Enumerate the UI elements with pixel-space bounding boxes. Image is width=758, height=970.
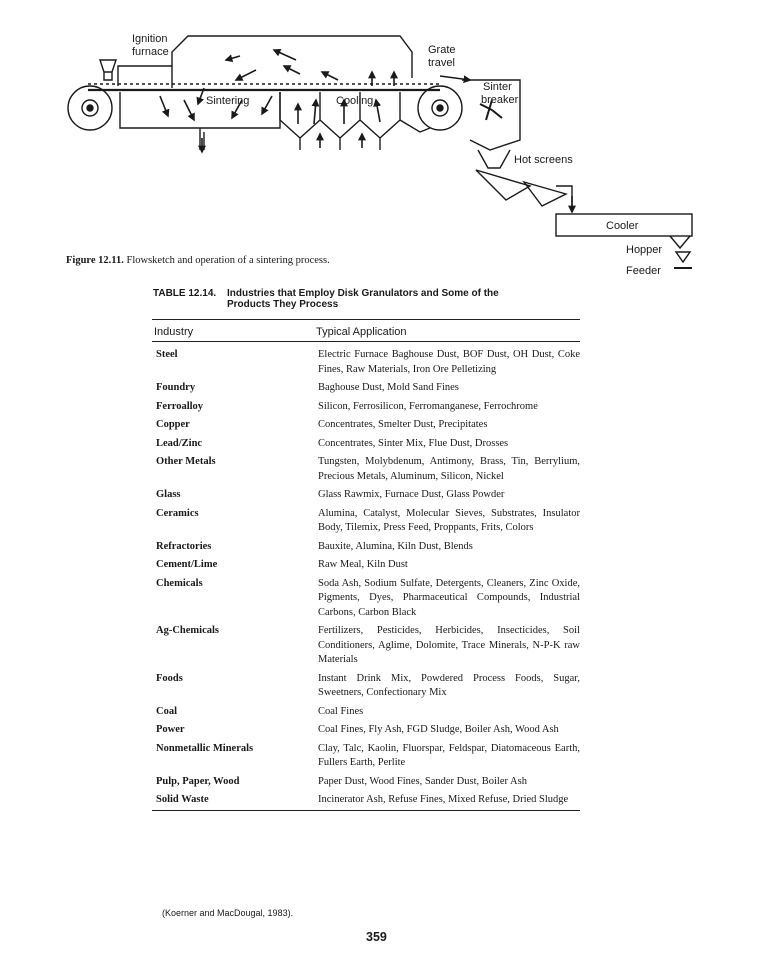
table-row: [152, 723, 580, 742]
table-row: [152, 400, 580, 419]
industries-table: [152, 319, 580, 811]
table-row: [152, 775, 580, 794]
application-cell: Electric Furnace Baghouse Dust, BOF Dust, OH Dust, Coke Fines, Raw Materials, Iron Ore Pelletizing: [318, 349, 580, 375]
ignition-furnace-label-2: furnace: [132, 46, 169, 58]
table-caption: [153, 288, 573, 310]
page-number: 359: [366, 930, 387, 944]
column-header-application: Typical Application: [316, 320, 580, 342]
table-row: [152, 488, 580, 507]
industry-cell: Foods: [156, 672, 183, 684]
application-cell: Fertilizers, Pesticides, Herbicides, Insecticides, Soil Conditioners, Aglime, Dolomite, Trace Minerals, N-P-K raw Materials: [318, 625, 580, 665]
industry-cell: Copper: [156, 419, 190, 430]
table-row: [152, 381, 580, 400]
column-header-industry: Industry: [152, 320, 316, 342]
industry-cell: Power: [156, 724, 185, 735]
application-cell: Clay, Talc, Kaolin, Fluorspar, Feldspar, Diatomaceous Earth, Fullers Earth, Perlite: [318, 742, 580, 768]
feeder-label: Feeder: [626, 265, 661, 277]
sintering-label: Sintering: [206, 95, 250, 107]
table-row: [152, 705, 580, 724]
industry-cell: Ceramics: [156, 507, 199, 519]
industry-cell: Glass: [156, 489, 181, 500]
application-cell: Instant Drink Mix, Powdered Process Foods, Sugar, Sweetners, Confectionary Mix: [318, 672, 580, 698]
industry-cell: Chemicals: [156, 577, 203, 589]
table-row: [152, 342, 580, 382]
table-row: [152, 577, 580, 625]
hopper-label: Hopper: [626, 244, 663, 256]
application-cell: Bauxite, Alumina, Kiln Dust, Blends: [318, 540, 473, 552]
application-cell: Coal Fines: [318, 705, 364, 717]
sinter-breaker-label-1: Sinter: [483, 81, 512, 93]
industry-cell: Steel: [156, 349, 178, 360]
table-row: [152, 418, 580, 437]
industry-cell: Coal: [156, 705, 177, 717]
industry-cell: Nonmetallic Minerals: [156, 742, 254, 754]
application-cell: Paper Dust, Wood Fines, Sander Dust, Boiler Ash: [318, 775, 527, 787]
application-cell: Concentrates, Smelter Dust, Precipitates: [318, 419, 488, 430]
table-source-note: (Koerner and MacDougal, 1983).: [162, 908, 294, 918]
hot-screens-label: Hot screens: [514, 154, 573, 166]
table-row: [152, 558, 580, 577]
industry-cell: Solid Waste: [152, 793, 316, 810]
industry-cell: Pulp, Paper, Wood: [156, 775, 240, 787]
figure-caption: [66, 255, 330, 266]
application-cell: Soda Ash, Sodium Sulfate, Detergents, Cleaners, Zinc Oxide, Pigments, Dyes, Pharmaceutical Compounds, Industrial Carbons, Carbon Black: [318, 577, 580, 618]
table-row: [152, 672, 580, 705]
grate-travel-label-1: Grate: [428, 44, 456, 56]
sintering-flowsketch: [0, 0, 758, 290]
application-cell: Alumina, Catalyst, Molecular Sieves, Substrates, Insulator Body, Tilemix, Press Feed, Proppants, Frits, Colors: [318, 507, 580, 533]
industry-cell: Ferroalloy: [156, 400, 204, 412]
industry-cell: Foundry: [156, 382, 196, 393]
application-cell: Concentrates, Sinter Mix, Flue Dust, Drosses: [318, 437, 509, 449]
table-row: [152, 507, 580, 540]
table-row: [152, 540, 580, 559]
table-row: [152, 624, 580, 672]
application-cell: Incinerator Ash, Refuse Fines, Mixed Refuse, Dried Sludge: [316, 793, 580, 810]
figure-caption-text: Flowsketch and operation of a sintering process.: [123, 255, 330, 266]
sinter-breaker-label-2: breaker: [481, 94, 519, 106]
application-cell: Raw Meal, Kiln Dust: [318, 559, 408, 570]
application-cell: Silicon, Ferrosilicon, Ferromanganese, Ferrochrome: [318, 400, 538, 412]
table-row: [152, 455, 580, 488]
application-cell: Glass Rawmix, Furnace Dust, Glass Powder: [318, 489, 505, 500]
cooler-label: Cooler: [606, 220, 639, 232]
table-caption-title-line2: Products They Process: [227, 299, 339, 310]
industry-cell: Cement/Lime: [156, 559, 218, 570]
table-row: [152, 793, 580, 810]
grate-travel-label-2: travel: [428, 57, 455, 69]
table-row: [152, 742, 580, 775]
ignition-furnace-label-1: Ignition: [132, 33, 168, 45]
application-cell: Tungsten, Molybdenum, Antimony, Brass, Tin, Berrylium, Precious Metals, Aluminum, Silicon, Nickel: [318, 456, 580, 482]
application-cell: Baghouse Dust, Mold Sand Fines: [318, 382, 459, 393]
table-row: [152, 437, 580, 456]
cooling-label: Cooling: [336, 95, 374, 107]
industry-cell: Refractories: [156, 540, 212, 552]
industry-cell: Ag-Chemicals: [156, 625, 219, 636]
table-header-row: [152, 320, 580, 342]
table-caption-title-line1: Industries that Employ Disk Granulators and Some of the: [227, 288, 499, 299]
industry-cell: Lead/Zinc: [156, 437, 203, 449]
figure-caption-label: Figure 12.11.: [66, 255, 124, 266]
table-caption-number: TABLE 12.14.: [153, 288, 217, 299]
application-cell: Coal Fines, Fly Ash, FGD Sludge, Boiler Ash, Wood Ash: [318, 724, 559, 735]
industry-cell: Other Metals: [156, 456, 216, 467]
